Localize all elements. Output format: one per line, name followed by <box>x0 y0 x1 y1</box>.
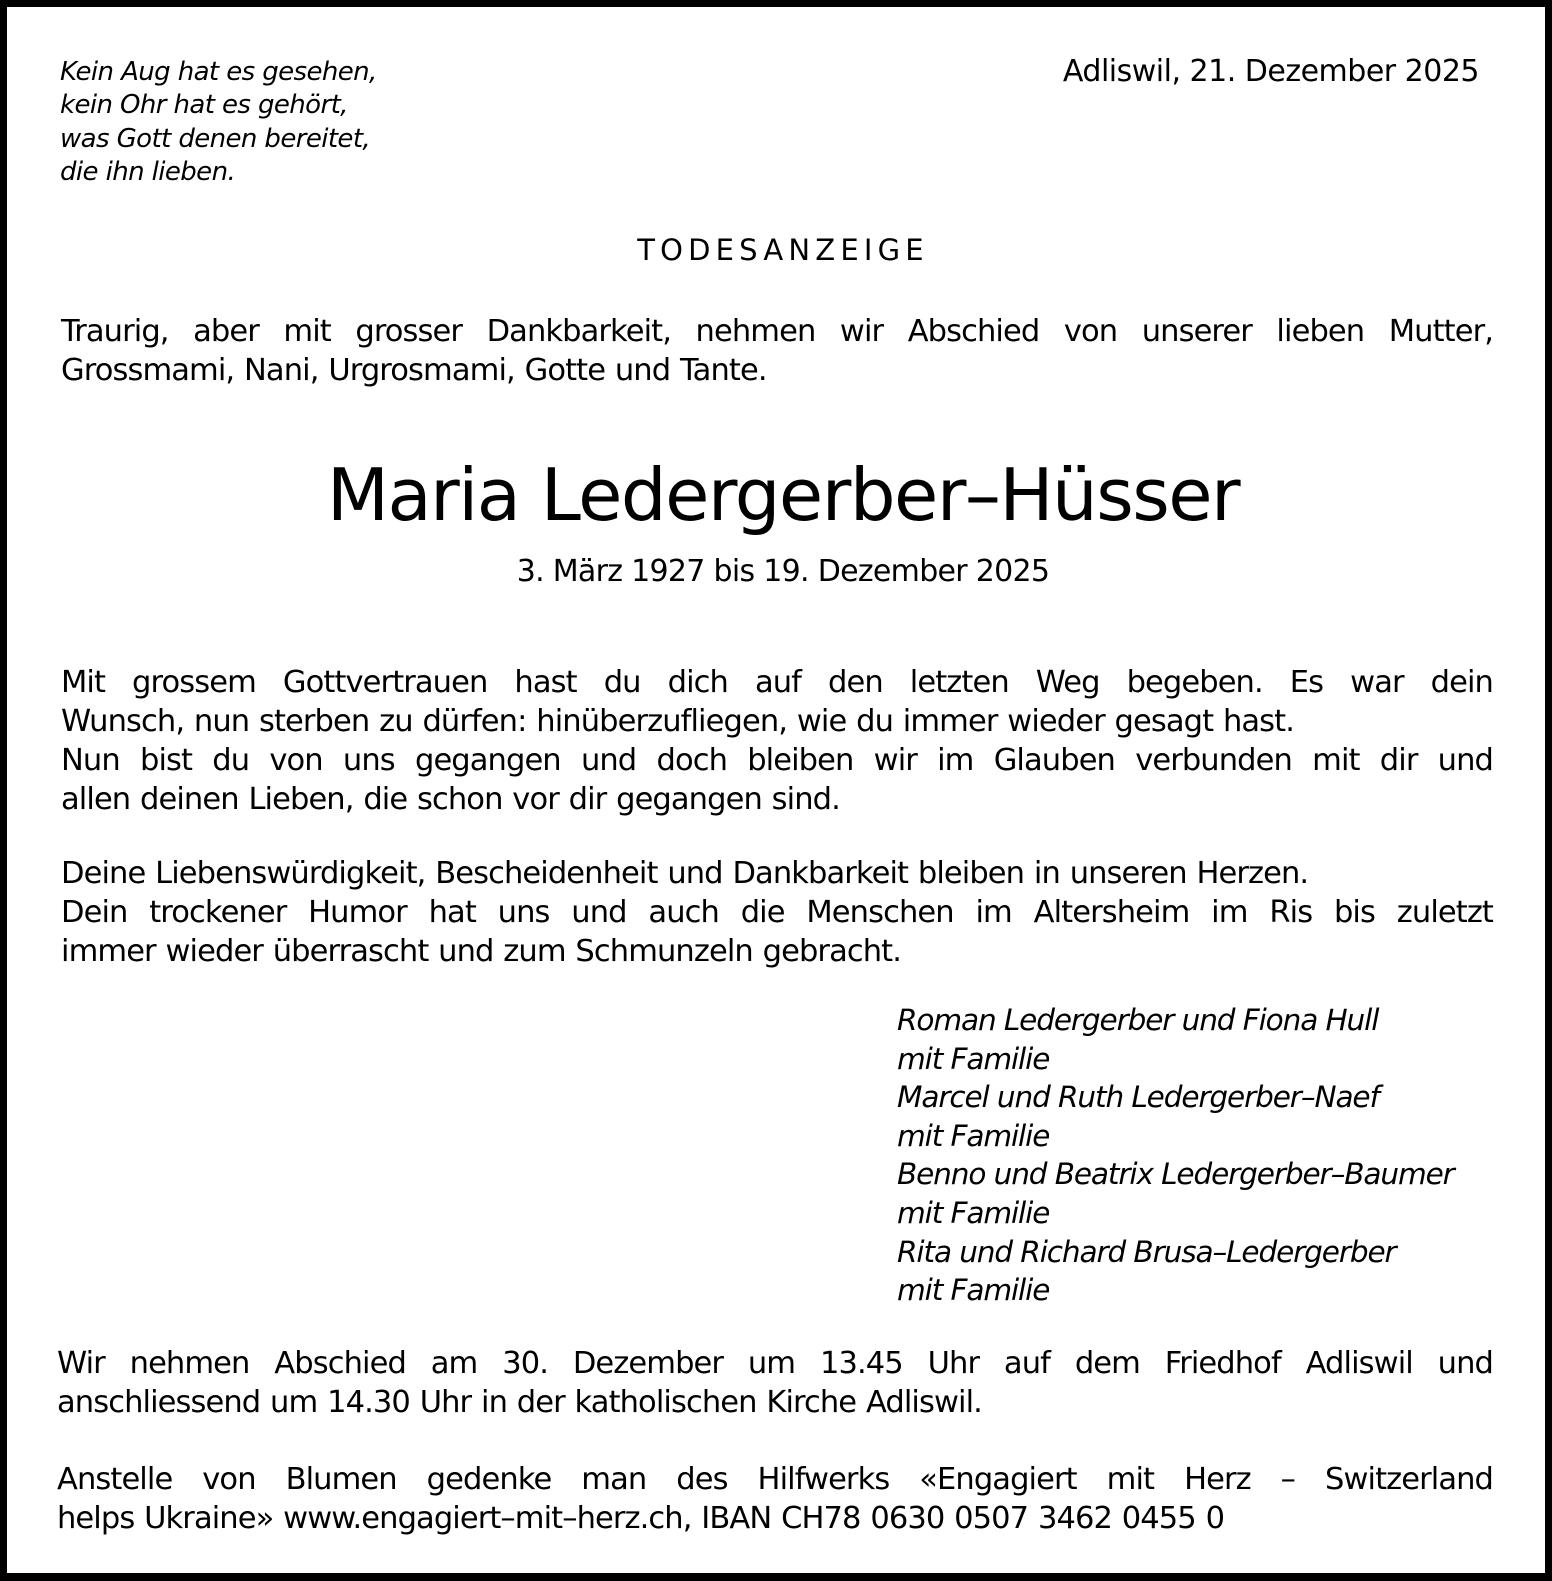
poem-line: Kein Aug hat es gesehen, <box>60 57 377 87</box>
donation-request <box>57 1461 1493 1538</box>
deceased-name: Maria Ledergerber–Hüsser <box>326 453 1240 537</box>
paragraph-line: Dein trockener Humor hat uns und auch die Menschen im Altersheim im Ris bis zuletzt <box>61 894 1493 930</box>
poem-verse <box>60 56 480 189</box>
paragraph-line: Wunsch, nun sterben zu dürfen: hinüberzufliegen, wie du immer wieder gesagt hast. <box>61 704 1295 739</box>
funeral-line: anschliessend um 14.30 Uhr in der katholischen Kirche Adliswil. <box>57 1384 982 1420</box>
mourner-suffix: mit Familie <box>897 1041 1050 1076</box>
paragraph-line: immer wieder überrascht und zum Schmunzeln gebracht. <box>61 933 902 969</box>
paragraph-line: Nun bist du von uns gegangen und doch bleiben wir im Glauben verbunden mit dir und <box>61 743 1493 778</box>
poem-line: was Gott denen bereitet, <box>60 123 371 154</box>
funeral-line: Wir nehmen Abschied am 30. Dezember um 13.45 Uhr auf dem Friedhof Adliswil und <box>57 1346 1493 1381</box>
funeral-details <box>57 1345 1493 1422</box>
mourner-suffix: mit Familie <box>897 1273 1050 1308</box>
paragraph-line: Deine Liebenswürdigkeit, Bescheidenheit und Dankbarkeit bleiben in unseren Herzen. <box>61 856 1309 891</box>
donation-line: Anstelle von Blumen gedenke man des Hilfwerks «Engagiert mit Herz – Switzerland <box>57 1462 1493 1497</box>
mourner-names: Roman Ledergerber und Fiona Hull <box>897 1003 1379 1037</box>
mourner-names: Rita und Richard Brusa–Ledergerber <box>897 1234 1396 1269</box>
intro-line: Traurig, aber mit grosser Dankbarkeit, nehmen wir Abschied von unserer lieben Mutter, <box>61 314 1493 349</box>
mourner-names: Marcel und Ruth Ledergerber–Naef <box>897 1080 1379 1115</box>
paragraph-line: Mit grossem Gottvertrauen hast du dich auf den letzten Weg begeben. Es war dein <box>61 665 1493 700</box>
mourner-names: Benno und Beatrix Ledergerber–Baumer <box>897 1157 1454 1192</box>
paragraph-line: allen deinen Lieben, die schon vor dir gegangen sind. <box>61 782 840 817</box>
notice-heading: TODESANZEIGE <box>637 233 929 267</box>
intro-line: Grossmami, Nani, Urgrosmami, Gotte und Tante. <box>61 352 767 388</box>
poem-line: die ihn lieben. <box>60 156 236 187</box>
poem-line: kein Ohr hat es gehört, <box>60 90 348 121</box>
place-and-date: Adliswil, 21. Dezember 2025 <box>1062 54 1479 89</box>
tribute-paragraph-2 <box>61 855 1493 971</box>
mourner-suffix: mit Familie <box>897 1195 1050 1230</box>
lifespan-dates: 3. März 1927 bis 19. Dezember 2025 <box>516 554 1050 589</box>
mourners-list <box>897 1001 1454 1310</box>
tribute-paragraph-1 <box>61 663 1493 819</box>
intro-paragraph <box>61 313 1493 390</box>
donation-line: helps Ukraine» www.engagiert–mit–herz.ch, IBAN CH78 0630 0507 3462 0455 0 <box>57 1500 1225 1536</box>
mourner-suffix: mit Familie <box>897 1118 1050 1153</box>
